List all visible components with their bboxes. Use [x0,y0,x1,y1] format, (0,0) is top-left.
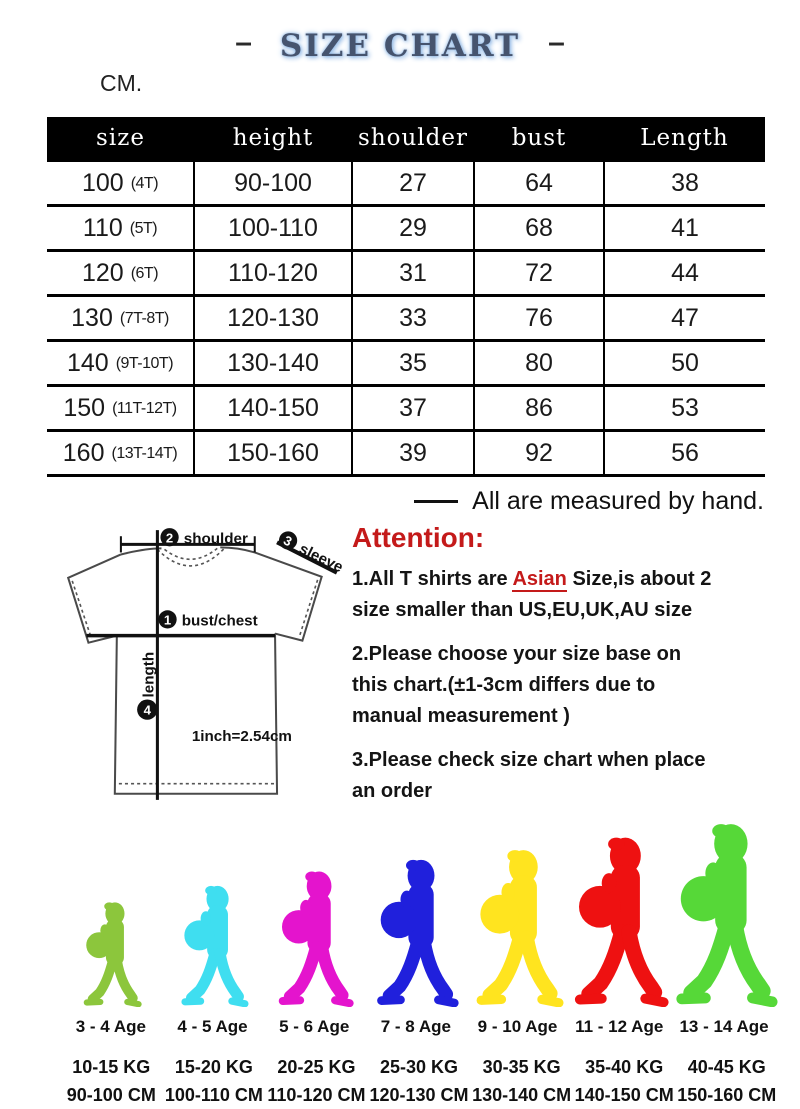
child-figure [274,867,354,1007]
weight-height-column [675,1053,778,1109]
shoulder-measure-label [160,528,248,547]
age-label: 9 - 10 Age [477,1017,558,1036]
length-cell: 41 [604,206,765,251]
age-group-column [670,818,778,1037]
length-cell: 44 [604,251,765,296]
svg-text:4: 4 [143,702,151,718]
table-row [47,296,765,341]
column-header-shoulder: shoulder [352,117,474,161]
column-header-length: Length [604,117,765,161]
height-range: 140-150 CM [574,1085,674,1105]
child-figure [80,899,142,1007]
shoulder-cell: 39 [352,431,474,476]
sleeve-measure-label [275,528,346,576]
size-cell: 100 (4T) [47,161,194,206]
height-cell: 140-150 [194,386,352,431]
unit-label: CM. [100,70,143,96]
height-range: 150-160 CM [677,1085,777,1105]
age-group-column [467,845,569,1037]
length-cell: 50 [604,341,765,386]
attention-heading: Attention: [352,522,485,553]
weight-range: 30-35 KG [482,1057,561,1077]
child-figure [177,882,249,1007]
child-figure [471,845,564,1007]
table-header-row [47,117,765,161]
dash-decoration [414,500,458,503]
age-group-column [162,882,264,1037]
attention-item-2: 2.Please choose your size base on this chart.(±1-3cm differs due to manual measurement ) [352,643,682,727]
age-group-column [263,867,365,1037]
height-cell: 130-140 [194,341,352,386]
svg-text:2: 2 [165,530,174,546]
bust-cell: 80 [474,341,604,386]
shoulder-cell: 27 [352,161,474,206]
bust-cell: 86 [474,386,604,431]
length-cell: 53 [604,386,765,431]
attention-item-1: 1.All T shirts are Asian Size,is about 2 size smaller than US,EU,UK,AU size [352,568,712,621]
weight-range: 20-25 KG [277,1057,356,1077]
inch-conversion-note: 1inch=2.54cm [191,728,292,746]
svg-text:length: length [140,651,158,698]
shoulder-cell: 29 [352,206,474,251]
weight-range: 25-30 KG [380,1057,459,1077]
svg-text:bust/chest: bust/chest [181,612,258,630]
size-chart-table [47,117,765,477]
table-row [47,386,765,431]
age-group-column [365,855,467,1037]
bust-cell: 68 [474,206,604,251]
table-row [47,206,765,251]
age-size-figures [60,818,778,1037]
attention-section [352,522,800,810]
age-label: 4 - 5 Age [177,1017,248,1036]
size-cell: 110 (5T) [47,206,194,251]
height-range: 100-110 CM [164,1085,263,1105]
title-right-dash: – [548,26,565,59]
child-figure [569,832,669,1007]
title-left-dash: – [235,26,252,59]
age-label: 13 - 14 Age [679,1017,769,1036]
asian-highlight: Asian [512,568,567,590]
bust-cell: 72 [474,251,604,296]
table-row [47,251,765,296]
table-row [47,431,765,476]
age-label: 11 - 12 Age [575,1017,664,1036]
bust-cell: 76 [474,296,604,341]
title-text: SIZE CHART [279,28,521,64]
age-group-column [568,832,670,1037]
shoulder-cell: 31 [352,251,474,296]
column-header-size: size [47,117,194,161]
table-row [47,161,765,206]
weight-range: 35-40 KG [585,1057,664,1077]
svg-text:shoulder: shoulder [183,530,248,548]
weight-height-column [470,1053,573,1109]
height-cell: 110-120 [194,251,352,296]
weight-height-row [60,1053,778,1109]
weight-height-column [265,1053,368,1109]
height-cell: 120-130 [194,296,352,341]
size-cell: 150 (11T-12T) [47,386,194,431]
svg-text:sleeve: sleeve [296,540,346,577]
measured-note: All are measured by hand. [0,487,764,516]
page-title [0,26,800,64]
length-cell: 47 [604,296,765,341]
weight-height-column [60,1053,163,1109]
child-figure [372,855,459,1007]
tshirt-measurement-diagram [56,522,346,808]
shoulder-cell: 37 [352,386,474,431]
svg-text:3: 3 [281,532,295,550]
bust-cell: 92 [474,431,604,476]
length-cell: 56 [604,431,765,476]
height-range: 120-130 CM [369,1085,469,1105]
bust-measure-label [158,610,257,629]
height-range: 90-100 CM [66,1085,156,1105]
age-label: 3 - 4 Age [75,1017,146,1036]
shoulder-cell: 33 [352,296,474,341]
weight-height-column [368,1053,471,1109]
height-range: 130-140 CM [472,1085,572,1105]
weight-height-column [163,1053,266,1109]
weight-range: 10-15 KG [72,1057,151,1077]
shoulder-cell: 35 [352,341,474,386]
length-cell: 38 [604,161,765,206]
size-cell: 160 (13T-14T) [47,431,194,476]
height-cell: 100-110 [194,206,352,251]
column-header-bust: bust [474,117,604,161]
column-header-height: height [194,117,352,161]
bust-cell: 64 [474,161,604,206]
length-measure-label [137,652,157,720]
size-cell: 130 (7T-8T) [47,296,194,341]
attention-item-3: 3.Please check size chart when place an order [352,749,706,802]
age-label: 5 - 6 Age [279,1017,350,1036]
svg-text:1: 1 [163,612,172,628]
weight-range: 40-45 KG [687,1057,766,1077]
height-range: 110-120 CM [267,1085,366,1105]
height-cell: 150-160 [194,431,352,476]
weight-range: 15-20 KG [174,1057,253,1077]
size-cell: 140 (9T-10T) [47,341,194,386]
table-row [47,341,765,386]
size-cell: 120 (6T) [47,251,194,296]
height-cell: 90-100 [194,161,352,206]
child-figure [670,818,778,1007]
age-label: 7 - 8 Age [380,1017,451,1036]
weight-height-column [573,1053,676,1109]
age-group-column [60,899,162,1037]
